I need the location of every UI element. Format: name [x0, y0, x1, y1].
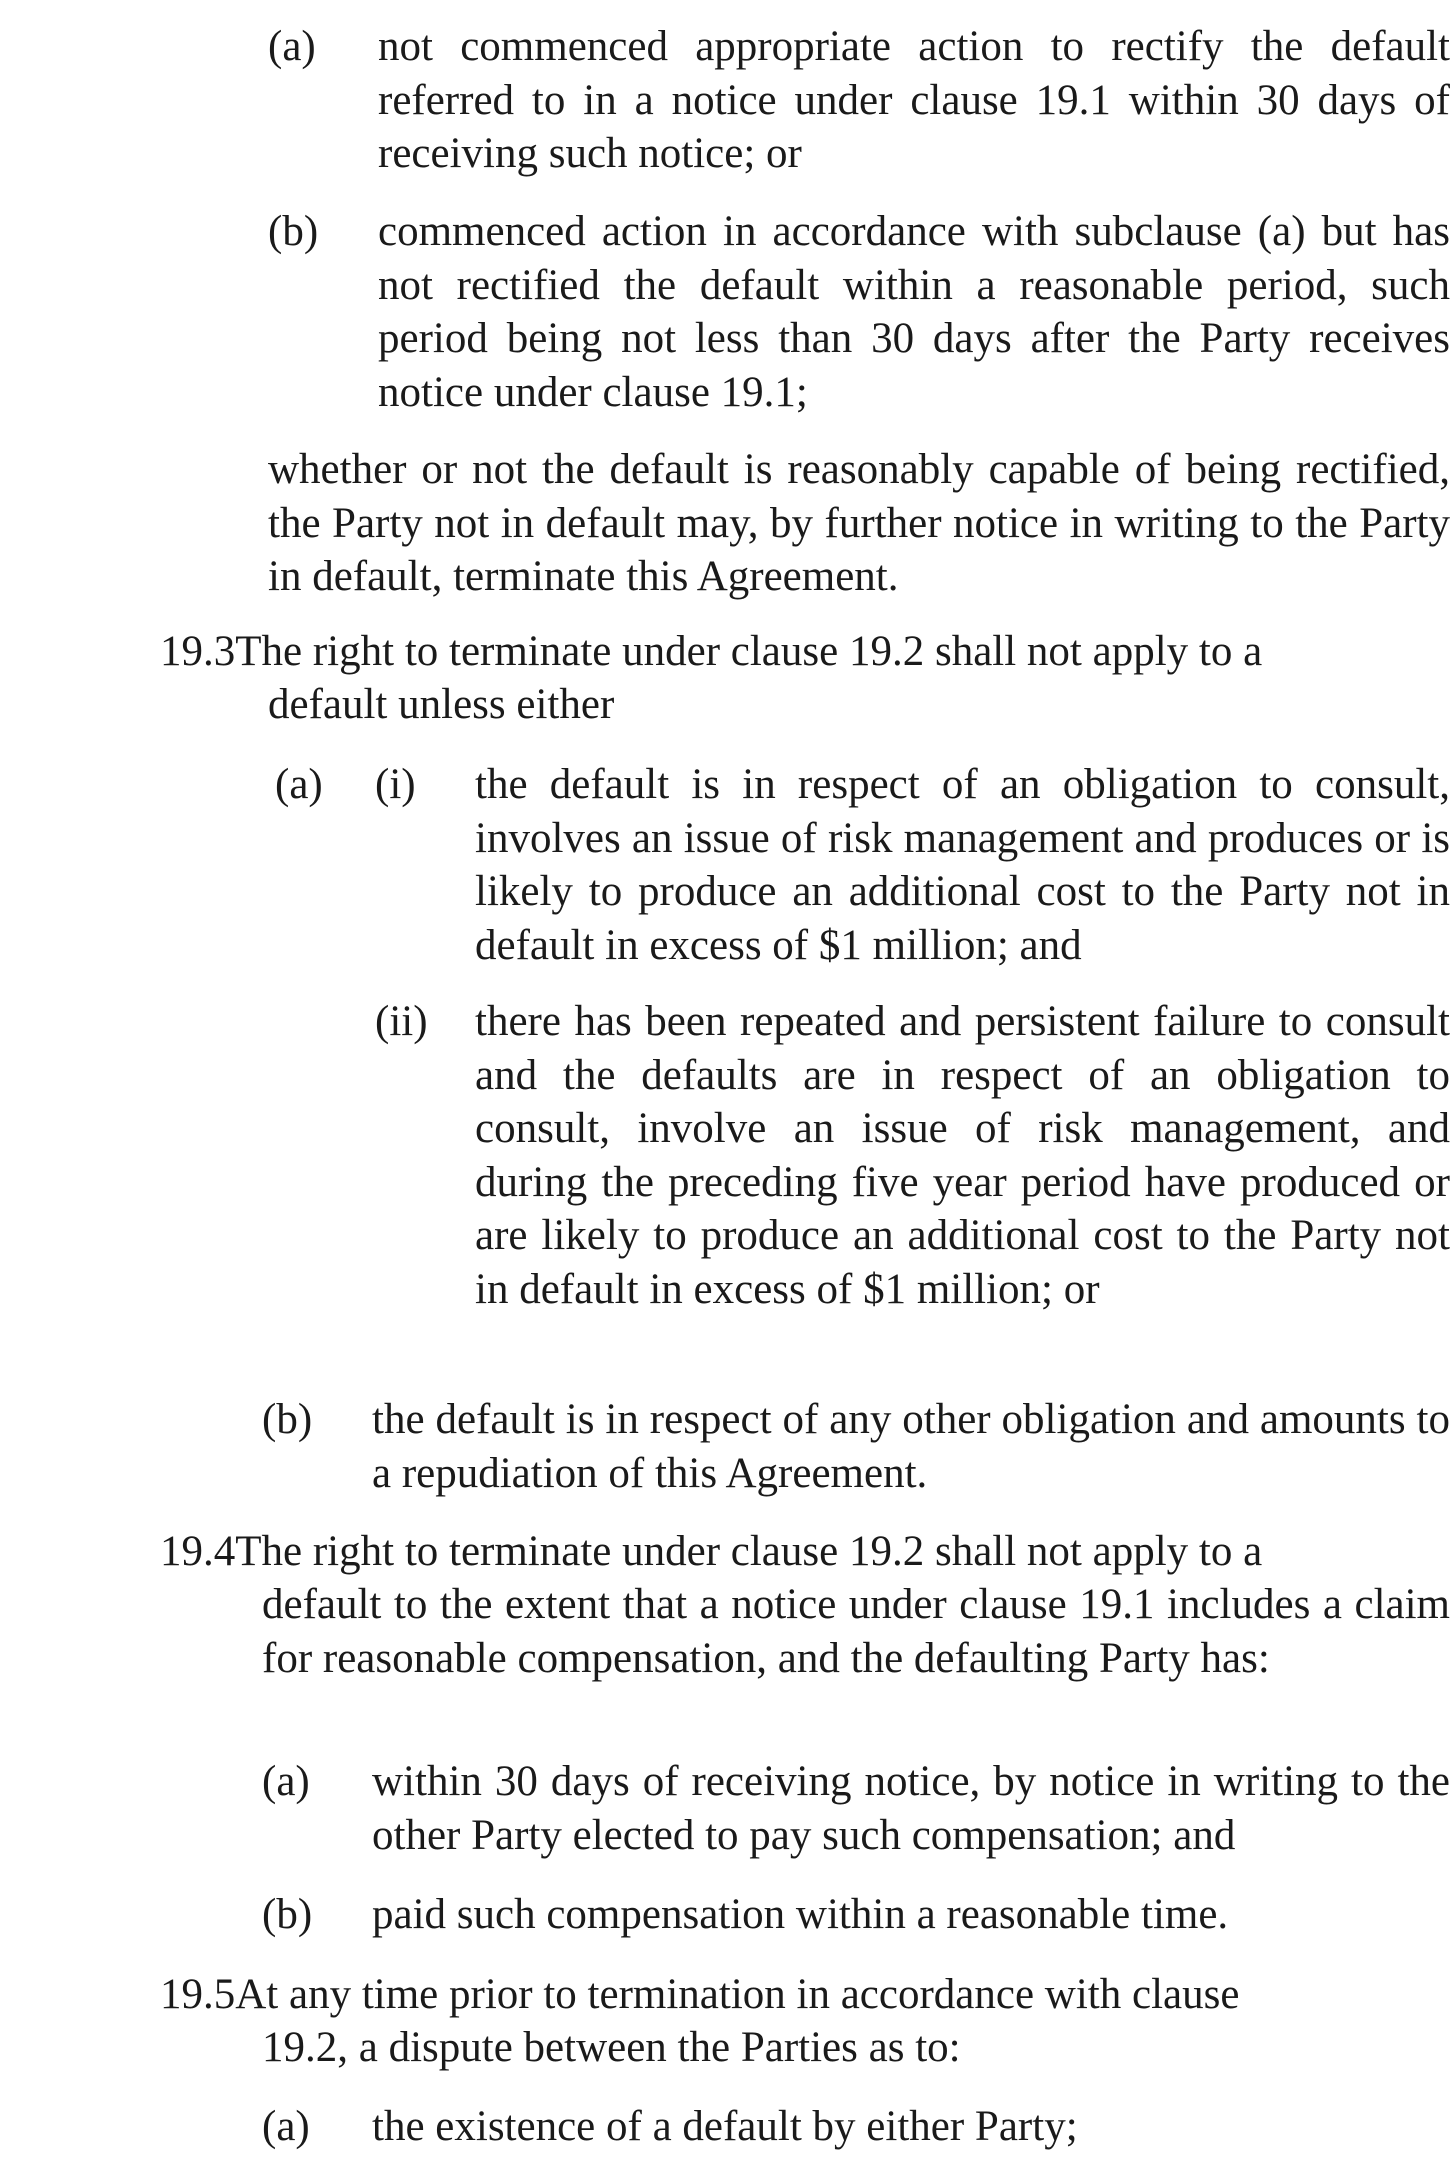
trailing-paragraph: whether or not the default is reasonably capable of being rectified, the Party not in default may, by further notice in writing to the Party in default, terminate this Agreement.: [268, 446, 1450, 600]
clause-heading-19-4: [160, 1525, 1262, 1579]
subitem-text-i: the default is in respect of an obligation to consult, involves an issue of risk management and produces or is likely to produce an additional cost to the Party not in default in excess of $1 million; and: [475, 761, 1450, 969]
item-text-a: within 30 days of receiving notice, by notice in writing to the other Party elected to pay such compensation; and: [372, 1758, 1450, 1859]
item-text-b: paid such compensation within a reasonable time.: [372, 1891, 1229, 1938]
clause-number: 19.3: [160, 628, 236, 675]
item-label-b: (b): [262, 1891, 313, 1938]
clause-heading-19-3: [160, 625, 1262, 679]
clause-heading-19-5: [160, 1968, 1239, 2022]
clause-intro-line: The right to terminate under clause 19.2 shall not apply to a: [235, 1528, 1263, 1575]
item-text-a: not commenced appropriate action to rectify the default referred to in a notice under clause 19.1 within 30 days of receiving such notice; or: [378, 23, 1450, 177]
item-text-a: the existence of a default by either Party;: [372, 2103, 1078, 2150]
item-label-a: (a): [262, 2103, 310, 2150]
clause-intro-line: At any time prior to termination in accordance with clause: [235, 1971, 1240, 2018]
item-text-b: the default is in respect of any other obligation and amounts to a repudiation of this Agreement.: [372, 1396, 1450, 1497]
clause-intro-continuation: default unless either: [268, 681, 615, 728]
clause-number: 19.5: [160, 1971, 236, 2018]
clause-number: 19.4: [160, 1528, 236, 1575]
item-label-b: (b): [268, 208, 319, 255]
subitem-label-ii: (ii): [375, 998, 428, 1045]
clause-intro-line: The right to terminate under clause 19.2 shall not apply to a: [235, 628, 1263, 675]
item-label-b: (b): [262, 1396, 313, 1443]
clause-intro-continuation: 19.2, a dispute between the Parties as to:: [262, 2024, 961, 2071]
item-label-a: (a): [262, 1758, 310, 1805]
item-label-a: (a): [275, 761, 323, 808]
item-label-a: (a): [268, 23, 316, 70]
subitem-label-i: (i): [375, 761, 416, 808]
clause-intro-continuation: default to the extent that a notice under clause 19.1 includes a claim for reasonable compensation, and the defaulting Party has:: [262, 1581, 1450, 1682]
subitem-text-ii: there has been repeated and persistent failure to consult and the defaults are in respect of an obligation to consult, involve an issue of risk management, and during the preceding five year period have produced or are likely to produce an additional cost to the Party not in default in excess of $1 million; or: [475, 998, 1450, 1313]
item-text-b: commenced action in accordance with subclause (a) but has not rectified the default within a reasonable period, such period being not less than 30 days after the Party receives notice under clause 19.1;: [378, 208, 1450, 416]
